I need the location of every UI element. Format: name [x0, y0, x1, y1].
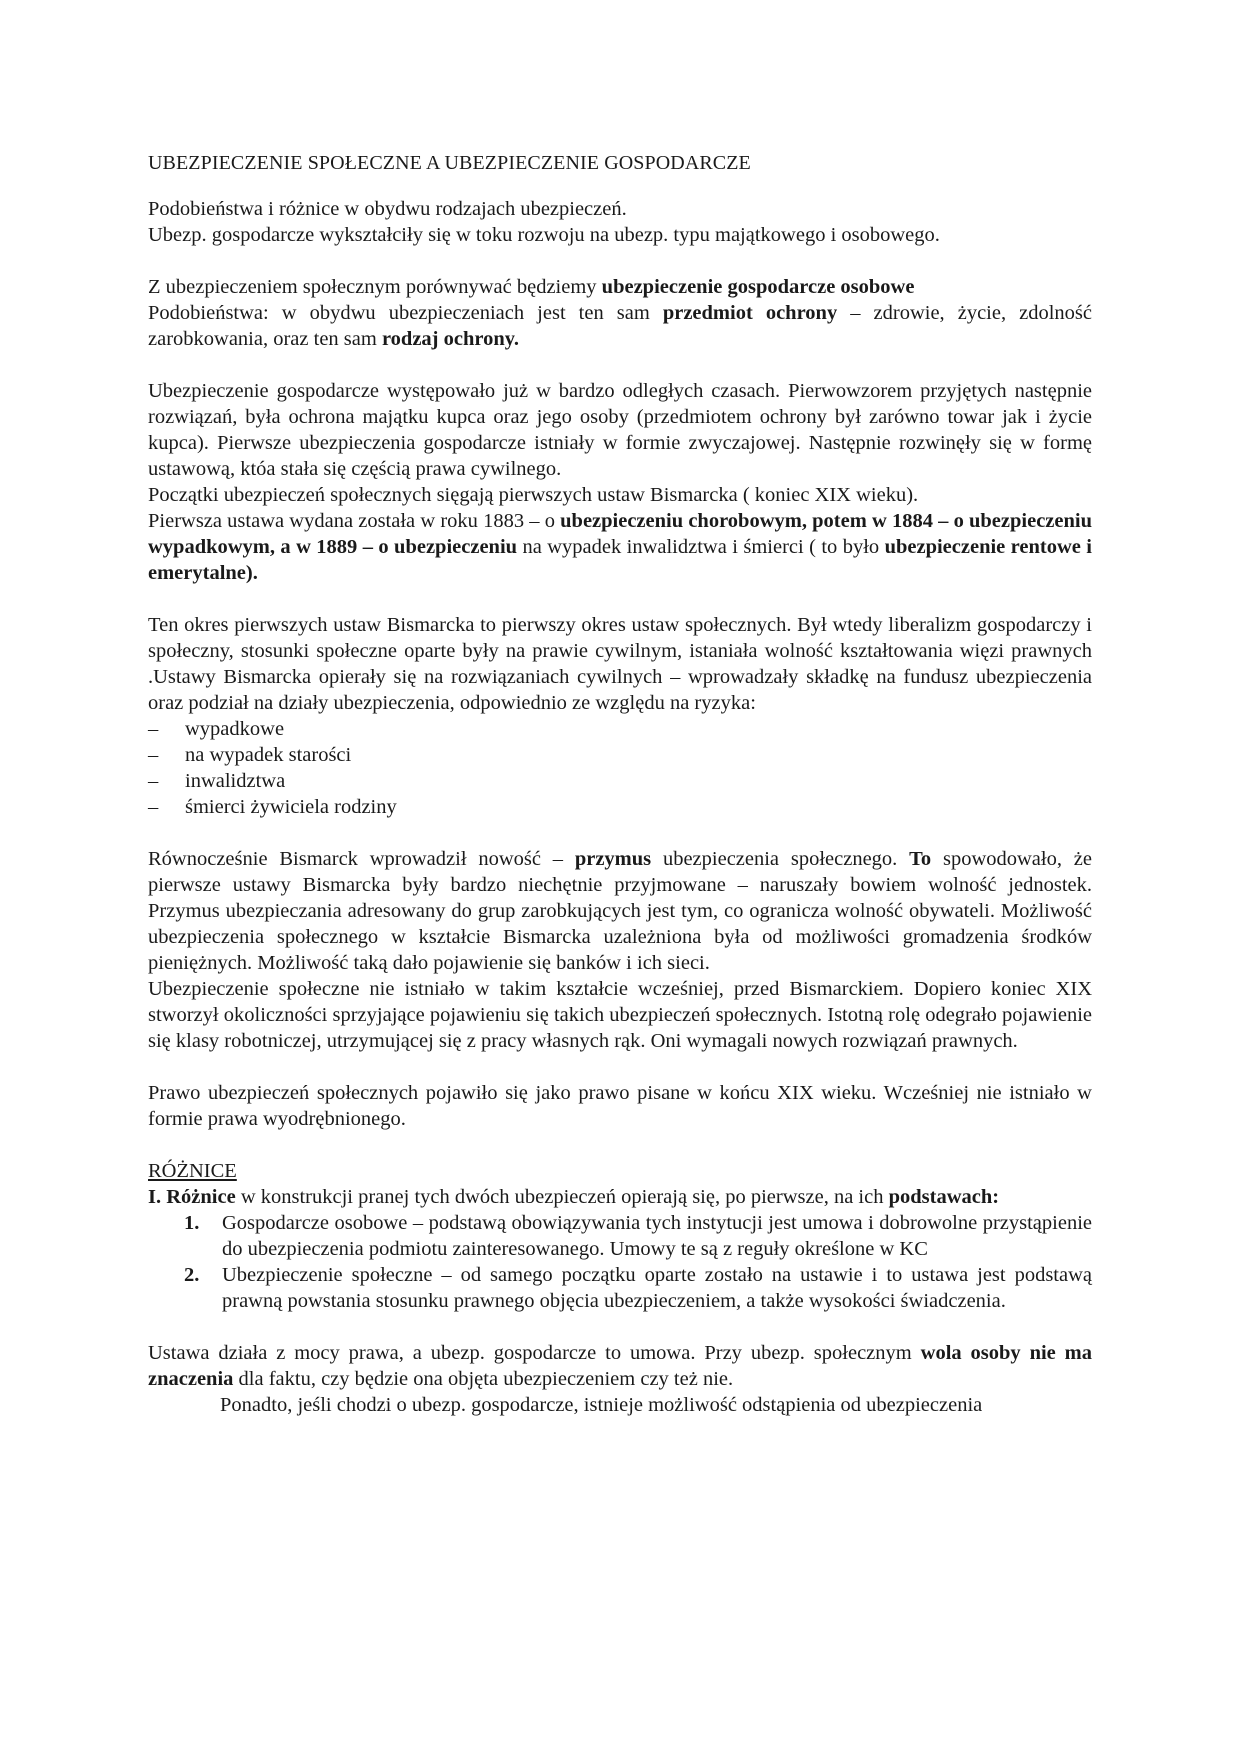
- list-item-text: wypadkowe: [185, 718, 285, 740]
- compare-line: [148, 274, 1092, 300]
- risk-list: [148, 716, 1092, 820]
- list-item-text: Gospodarcze osobowe – podstawą obowiązywania tych instytucji jest umowa i dobrowolne przystąpienie do ubezpieczenia podmiotu zainteresowanego. Umowy te są z reguły określone w KC: [222, 1212, 1092, 1260]
- closing-paragraph-2: Ponadto, jeśli chodzi o ubezp. gospodarcze, istnieje możliwość odstąpienia od ubezpieczenia: [220, 1394, 983, 1416]
- closing-bold: wola osoby nie ma znaczenia: [148, 1342, 1093, 1390]
- history-text-1: Pierwsza ustawa wydana została w roku 1883 – o: [148, 510, 561, 532]
- compare-bold: ubezpieczenie gospodarcze osobowe: [601, 276, 915, 298]
- differences-list: [148, 1210, 1092, 1314]
- differences-intro: [148, 1184, 1092, 1210]
- document-page: [148, 150, 1092, 1418]
- closing-paragraph: [148, 1340, 1092, 1392]
- spacer: [148, 820, 1092, 846]
- bismarck-paragraph: Ten okres pierwszych ustaw Bismarcka to pierwszy okres ustaw społecznych. Był wtedy liberalizm gospodarczy i społeczny, stosunki społeczne oparte były na prawie cywilnym, istaniała wolność kształtowania więzi prawnych .Ustawy Bismarcka opierały się na rozwiązaniach cywilnych – wprowadzały składkę na fundusz ubezpieczenia oraz podział na działy ubezpieczenia, odpowiednio ze względu na ryzyka:: [148, 614, 1092, 714]
- history-paragraph-3: [148, 508, 1092, 586]
- similarities-bold-1: przedmiot ochrony: [662, 302, 838, 324]
- list-item-text: na wypadek starości: [185, 744, 352, 766]
- list-item: [148, 794, 1092, 820]
- compulsion-text-2: ubezpieczenia społecznego.: [651, 848, 910, 870]
- similarities-text-2: – zdrowie, życie, zdolność zarobkowania, oraz ten sam: [148, 302, 1093, 350]
- dash-bullet: –: [148, 796, 159, 818]
- spacer: [148, 586, 1092, 612]
- list-item-text: Ubezpieczenie społeczne – od samego początku oparte zostało na ustawie i to ustawa jest podstawą prawną powstania stosunku prawnego objęcia ubezpieczeniem, a także wysokości świadczenia.: [222, 1264, 1092, 1312]
- similarities-paragraph: [148, 300, 1092, 352]
- dash-bullet: –: [148, 744, 159, 766]
- list-item: [148, 742, 1092, 768]
- list-item: [148, 1210, 1092, 1262]
- spacer: [148, 248, 1092, 274]
- list-number: 2.: [184, 1264, 200, 1286]
- history-bold-1: ubezpieczeniu chorobowym, potem w 1884 – o ubezpieczeniu wypadkowym, a w 1889 – o ubezpieczeniu: [148, 510, 1092, 558]
- list-item: [148, 716, 1092, 742]
- spacer: [148, 1054, 1092, 1080]
- differences-heading: RÓŻNICE: [148, 1160, 237, 1182]
- spacer: [148, 176, 1092, 196]
- list-item: [148, 768, 1092, 794]
- differences-bold-2: podstawach:: [888, 1186, 1000, 1208]
- spacer: [148, 352, 1092, 378]
- dash-bullet: –: [148, 770, 159, 792]
- list-item-text: inwalidztwa: [185, 770, 286, 792]
- similarities-bold-2: rodzaj ochrony.: [381, 328, 520, 350]
- document-title: UBEZPIECZENIE SPOŁECZNE A UBEZPIECZENIE GOSPODARCZE: [148, 152, 751, 174]
- compulsion-text-3: spowodowało, że pierwsze ustawy Bismarcka były bardzo niechętnie przyjmowane – naruszały bowiem wolność jednostek. Przymus ubezpieczania adresowany do grup zarobkujących jest tym, co ogranicza wolność obywateli. Możliwość ubezpieczenia społecznego w kształcie Bismarcka uzależniona była od możliwości gromadzenia środków pieniężnych. Możliwość taką dało pojawienie się banków i ich sieci.: [148, 848, 1092, 974]
- compare-text: Z ubezpieczeniem społecznym porównywać będziemy: [148, 276, 602, 298]
- intro-line-1: Podobieństwa i różnice w obydwu rodzajach ubezpieczeń.: [148, 198, 627, 220]
- history-text-2: na wypadek inwalidztwa i śmierci ( to było: [517, 536, 885, 558]
- compulsion-paragraph: [148, 846, 1092, 976]
- list-item-text: śmierci żywiciela rodziny: [185, 796, 397, 818]
- compulsion-bold-2: To: [909, 848, 932, 870]
- similarities-text-1: Podobieństwa: w obydwu ubezpieczeniach jest ten sam: [148, 302, 663, 324]
- list-number: 1.: [184, 1212, 200, 1234]
- compulsion-text-1: Równocześnie Bismarck wprowadził nowość –: [148, 848, 575, 870]
- law-paragraph: Prawo ubezpieczeń społecznych pojawiło się jako prawo pisane w końcu XIX wieku. Wcześniej nie istniało w formie prawa wyodrębnionego.: [148, 1082, 1092, 1130]
- history-bold-2: ubezpieczenie rentowe i emerytalne).: [148, 536, 1092, 584]
- spacer: [148, 1314, 1092, 1340]
- differences-text: w konstrukcji pranej tych dwóch ubezpieczeń opierają się, po pierwsze, na ich: [235, 1186, 889, 1208]
- spacer: [148, 1132, 1092, 1158]
- compulsion-bold-1: przymus: [574, 848, 652, 870]
- history-paragraph-2: Początki ubezpieczeń społecznych sięgają pierwszych ustaw Bismarcka ( koniec XIX wieku).: [148, 484, 919, 506]
- closing-text-1: Ustawa działa z mocy prawa, a ubezp. gospodarcze to umowa. Przy ubezp. społecznym: [148, 1342, 921, 1364]
- intro-line-2: Ubezp. gospodarcze wykształciły się w toku rozwoju na ubezp. typu majątkowego i osobowego.: [148, 224, 940, 246]
- dash-bullet: –: [148, 718, 159, 740]
- compulsion-paragraph-2: Ubezpieczenie społeczne nie istniało w takim kształcie wcześniej, przed Bismarckiem. Dopiero koniec XIX stworzył okoliczności sprzyjające pojawieniu się takich ubezpieczeń społecznych. Istotną rolę odegrało pojawienie się klasy robotniczej, utrzymującej się z pracy własnych rąk. Oni wymagali nowych rozwiązań prawnych.: [148, 978, 1092, 1052]
- closing-text-2: dla faktu, czy będzie ona objęta ubezpieczeniem czy też nie.: [233, 1368, 734, 1390]
- list-item: [148, 1262, 1092, 1314]
- history-paragraph-1: Ubezpieczenie gospodarcze występowało już w bardzo odległych czasach. Pierwowzorem przyjętych następnie rozwiązań, była ochrona majątku kupca oraz jego osoby (przedmiotem ochrony był zarówno towar jak i życie kupca). Pierwsze ubezpieczenia gospodarcze istniały w formie zwyczajowej. Następnie rozwinęły się w formę ustawową, któa stała się częścią prawa cywilnego.: [148, 380, 1092, 480]
- differences-bold-1: I. Różnice: [148, 1186, 236, 1208]
